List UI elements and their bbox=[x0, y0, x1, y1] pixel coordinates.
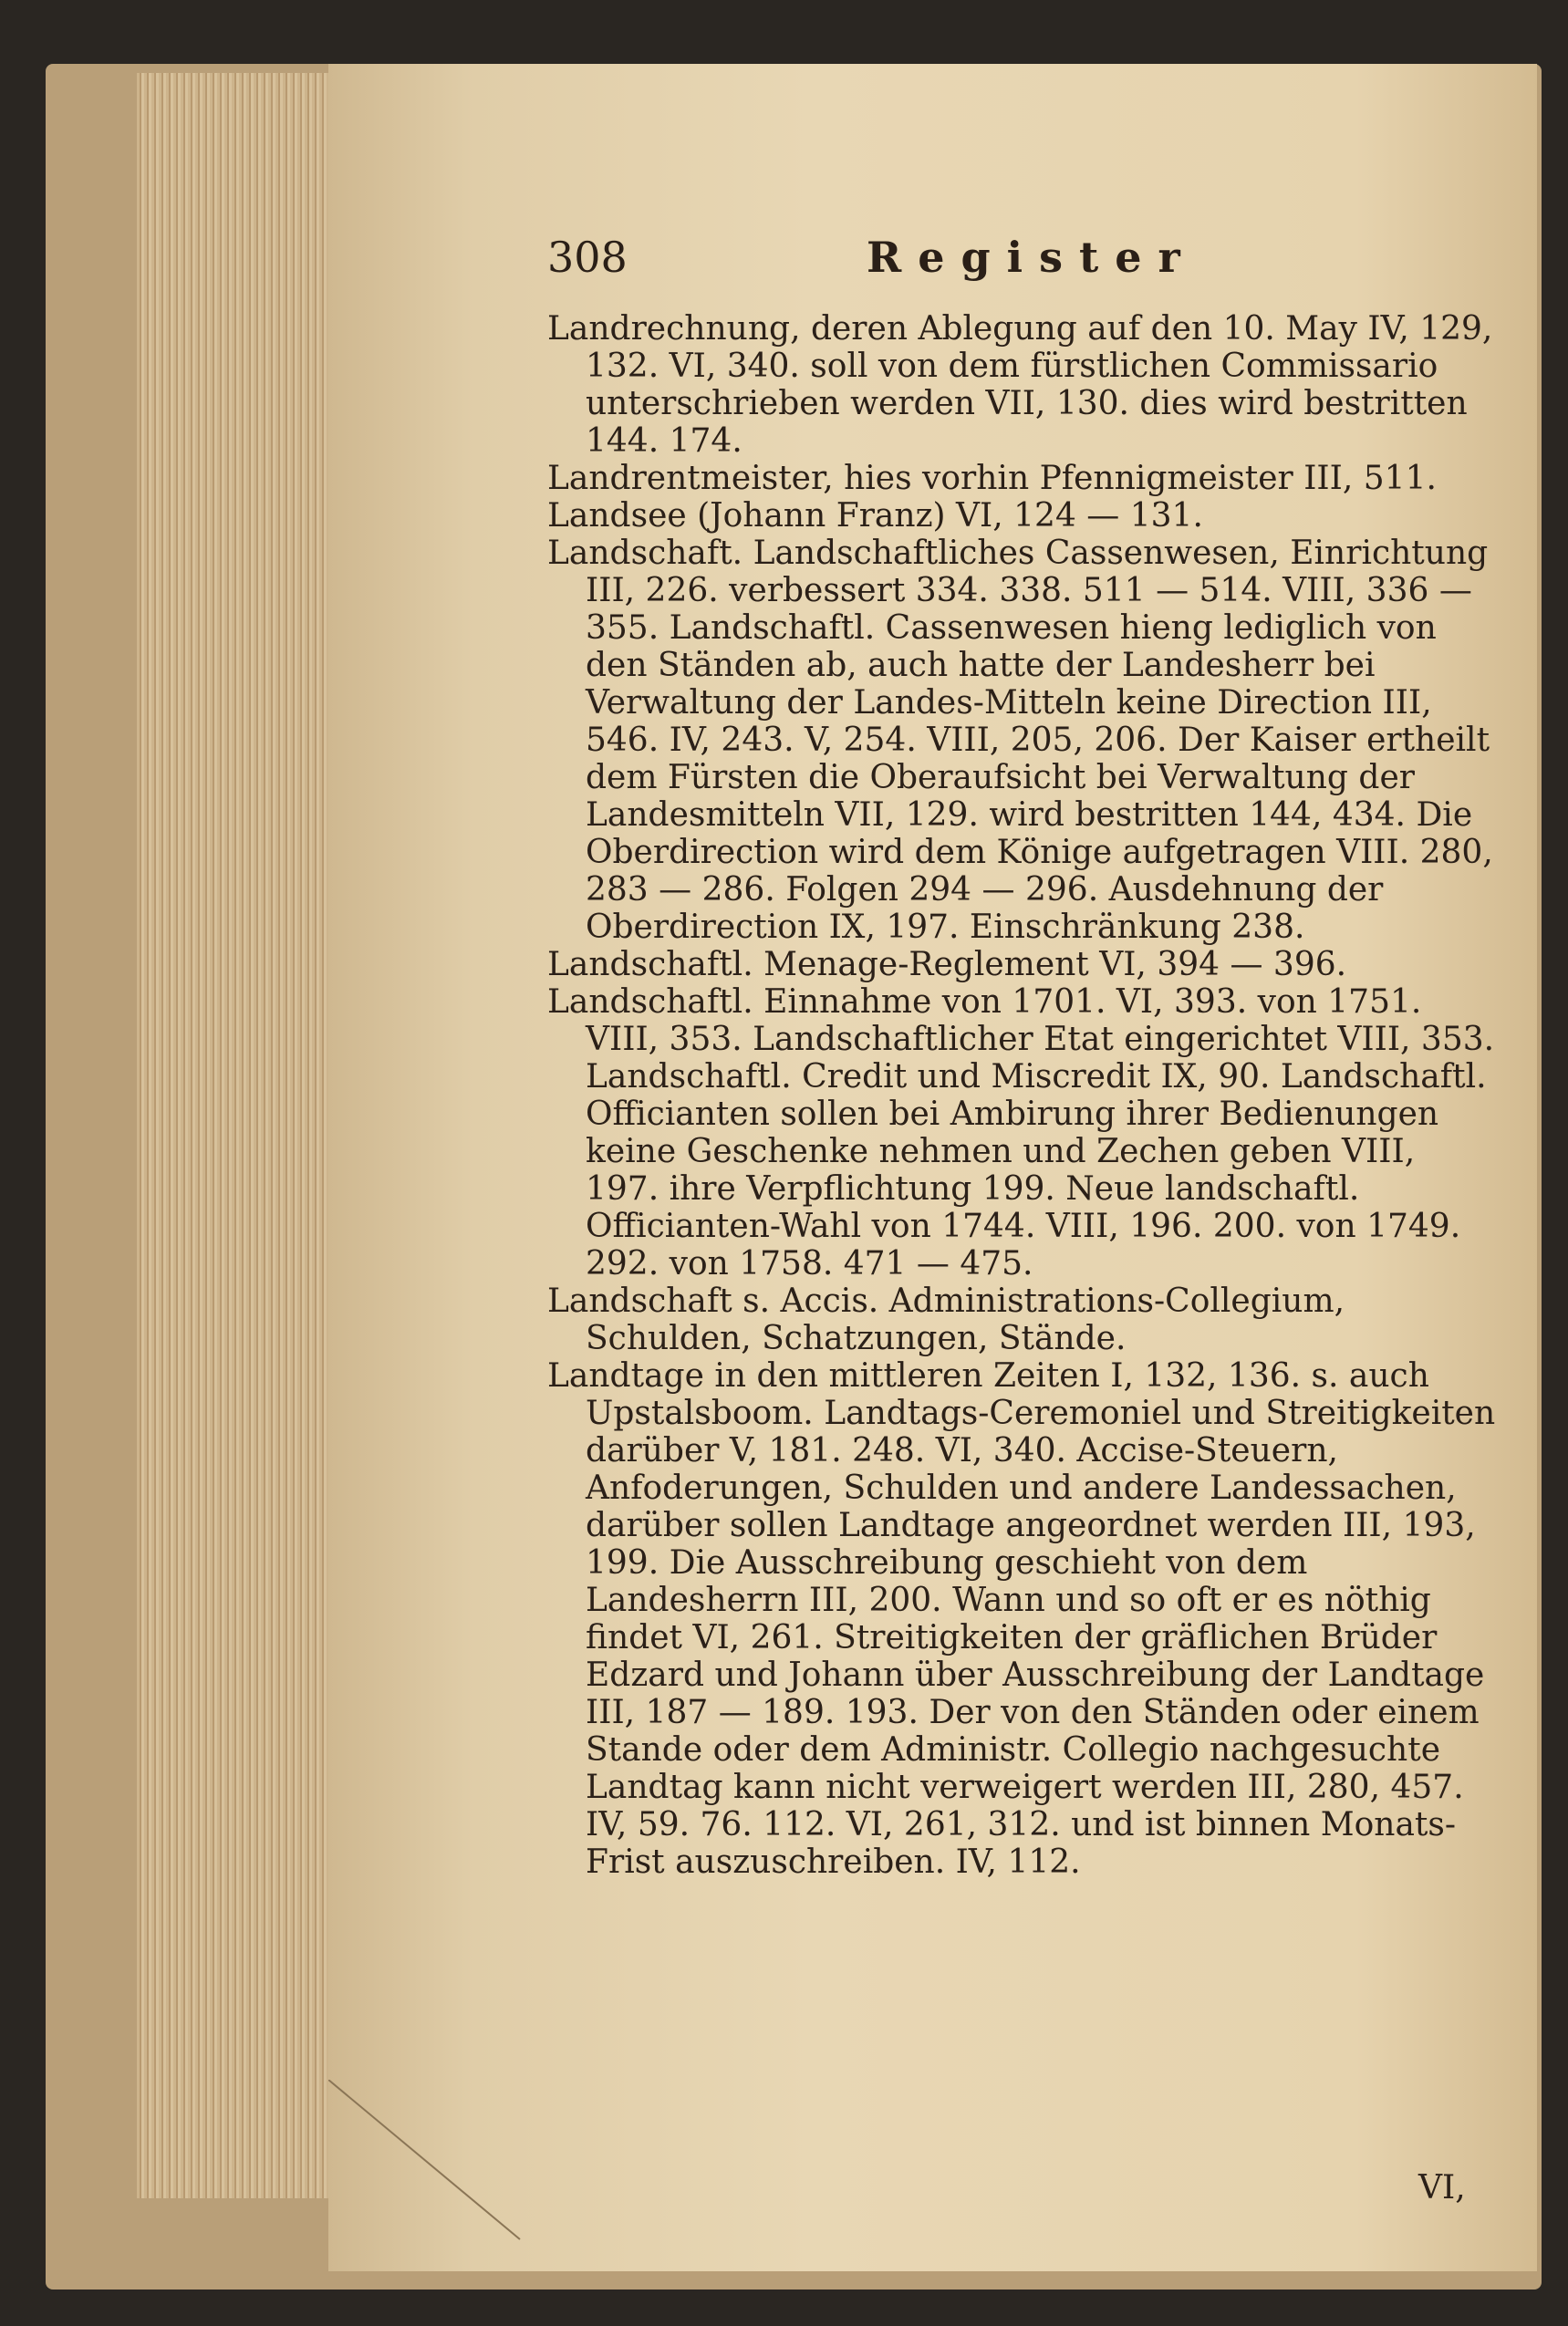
register-entry: Landschaft. Landschaftliches Cassenwesen, Einrichtung III, 226. verbessert 334. 338. 511 — 514. VIII, 336 — 355. Landschaftl. Cassenwesen hieng lediglich von den Ständen ab, auch hatte der Landesherr bei Verwaltung der Landes-Mitteln keine Direction III, 546. IV, 243. V, 254. VIII, 205, 206. Der Kaiser ertheilt dem Fürsten die Oberaufsicht bei Verwaltung der Landesmitteln VII, 129. wird bestritten 144, 434. Die Oberdirection wird dem Könige aufgetragen VIII. 280, 283 — 286. Folgen 294 — 296. Ausdehnung der Oberdirection IX, 197. Einschränkung 238. bbox=[547, 535, 1493, 946]
register-entry: Landschaftl. Menage-Reglement VI, 394 — 396. bbox=[547, 946, 1347, 983]
register-entries bbox=[547, 310, 1496, 1881]
register-entry: Landtage in den mittleren Zeiten I, 132, 136. s. auch Upstalsboom. Landtags-Ceremoniel und Streitigkeiten darüber V, 181. 248. VI, 340. Accise-Steuern, Anfoderungen, Schulden und andere Landessachen, darüber sollen Landtage angeordnet werden III, 193, 199. Die Ausschreibung geschieht von dem Landesherrn III, 200. Wann und so oft er es nöthig findet VI, 261. Streitigkeiten der gräflichen Brüder Edzard und Johann über Ausschreibung der Landtage III, 187 — 189. 193. Der von den Ständen oder einem Stande oder dem Administr. Collegio nachgesuchte Landtag kann nicht verweigert werden III, 280, 457. IV, 59. 76. 112. VI, 261, 312. und ist binnen Monats-Frist auszuschreiben. IV, 112. bbox=[547, 1357, 1496, 1881]
page-header bbox=[547, 233, 1204, 296]
register-entry: Landrechnung, deren Ablegung auf den 10. May IV, 129, 132. VI, 340. soll von dem fürstlichen Commissario unterschrieben werden VII, 130. dies wird bestritten 144. 174. bbox=[547, 310, 1493, 460]
running-title: Register bbox=[867, 233, 1197, 282]
catchword: VI, bbox=[1418, 2169, 1466, 2207]
register-entry: Landrentmeister, hies vorhin Pfennigmeister III, 511. bbox=[547, 460, 1437, 497]
page-corner-crease bbox=[328, 2080, 538, 2244]
page-number: 308 bbox=[547, 233, 628, 282]
register-entry: Landschaftl. Einnahme von 1701. VI, 393. von 1751. VIII, 353. Landschaftlicher Etat eingerichtet VIII, 353. Landschaftl. Credit und Miscredit IX, 90. Landschaftl. Officianten sollen bei Ambirung ihrer Bedienungen keine Geschenke nehmen und Zechen geben VIII, 197. ihre Verpflichtung 199. Neue landschaftl. Officianten-Wahl von 1744. VIII, 196. 200. von 1749. 292. von 1758. 471 — 475. bbox=[547, 983, 1495, 1282]
register-entry: Landsee (Johann Franz) VI, 124 — 131. bbox=[547, 497, 1203, 535]
page-edges bbox=[137, 73, 347, 2198]
register-entry: Landschaft s. Accis. Administrations-Collegium, Schulden, Schatzungen, Stände. bbox=[547, 1282, 1345, 1357]
